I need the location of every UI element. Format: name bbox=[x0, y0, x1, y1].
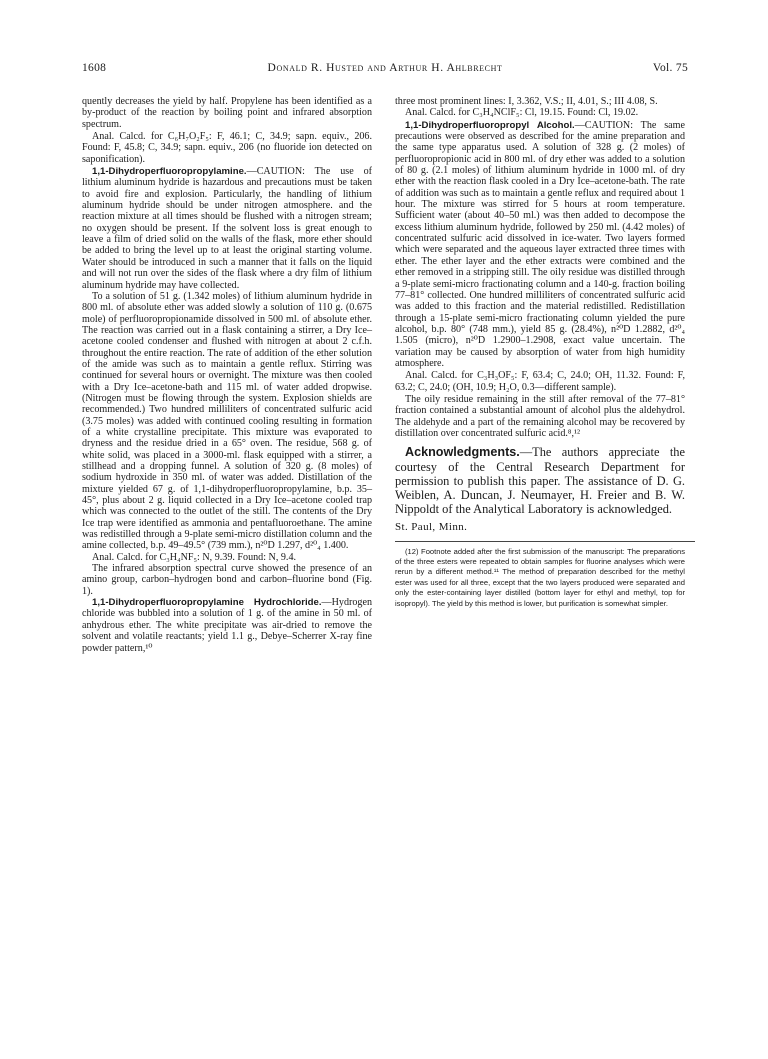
section-heading-amine: 1,1-Dihydroperfluoropropylamine. bbox=[92, 166, 247, 178]
footnote-block bbox=[395, 547, 685, 609]
left-column bbox=[82, 96, 372, 654]
analysis-hydrochloride: Anal. Calcd. for C₃H₄NClF₅: Cl, 19.15. Found: Cl, 19.02. bbox=[405, 107, 639, 119]
analysis-alcohol: Anal. Calcd. for C₃H₃OF₅: F, 63.4; C, 24.0; OH, 11.32. Found: F, 63.2; C, 24.0; (OH, 10.9; H₂O, 0.3—different sample). bbox=[395, 370, 685, 393]
analysis-amine: Anal. Calcd. for C₃H₄NF₅: N, 9.39. Found: N, 9.4. bbox=[92, 551, 297, 563]
acknowledgments-heading: Acknowledgments. bbox=[405, 445, 520, 460]
section-body-amine-caution: —CAUTION: The use of lithium aluminum hydride is hazardous and precautions must be taken to avoid fire and explosion. Particularly, the handling of lithium aluminum hydride should be under nitrogen atmosphere. and the reaction mixture at all times should be flushed with a nitrogen stream; no oxygen should be present. If the solvent loss is great enough to leave a film of dried solid on the walls of the flask, more ether should be added to bring the level up to at least the original starting volume. Water should be introduced in such a manner that it falls on the liquid and will not run over the sides of the flask where a dry film of lithium aluminum hydride may have collected. bbox=[82, 166, 372, 291]
section-body-hydrochloride: —Hydrogen chloride was bubbled into a solution of 1 g. of the amine in 50 ml. of anhydrous ether. The white precipitate was air-dried to remove the solvent and volatile reactants; yield 1.1 g., Debye–Scherrer X-ray fine powder pattern,¹⁰ bbox=[82, 597, 372, 654]
paragraph-yield-note: quently decreases the yield by half. Propylene has been identified as a by-product of the reaction by boiling point and infrared absorption spectrum. bbox=[82, 96, 372, 130]
acknowledgments bbox=[395, 445, 685, 516]
running-title: Donald R. Husted and Arthur H. Ahlbrecht bbox=[267, 62, 503, 74]
place-line: St. Paul, Minn. bbox=[395, 521, 468, 534]
section-hydrochloride bbox=[82, 597, 372, 654]
paragraph-amine-procedure: To a solution of 51 g. (1.342 moles) of lithium aluminum hydride in 800 ml. of absolute ether was added slowly a solution of 110 g. (0.675 mole) of perfluoropropionamide dissolved in 500 ml. of absolute ether. The reaction was carried out in a flask containing a stirrer, a Dry Ice–acetone cooled condenser and flushed with nitrogen at about 2 c.f.h. throughout the entire reaction. The rate of addition of the ether solution of the amide was such as to maintain a gentle reflux. Stirring was continued for several hours or overnight. The mixture was then cooled with a Dry Ice–acetone-bath and 115 ml. of water added dropwise. (Nitrogen must be flowing through the system. Explosion shields are recommended.) Two hundred milliliters of concentrated sulfuric acid (3.75 moles) was added with continued cooling resulting in formation of a white crystalline precipitate. This mixture was evaporated to dryness and the residue dried in a 65° oven. The residue, 568 g. of white solid, was placed in a 3000-ml. flask equipped with a stirrer, a stillhead and a dropping funnel. A solution of 320 g. (8 moles) of sodium hydroxide in 350 ml. of water was added. Distillation of the mixture yielded 67 g. of 1,1-dihydroperfluoropropylamine, b.p. 35–45°, plus about 2 g. liquid collected in a Dry Ice–acetone cooled trap which was connected to the outlet of the still. The contents of the Dry Ice trap were identified as ammonia and pentafluoroethane. The amine was redistilled through a 9-plate semi-micro distillation column and the amine collected, b.p. 49–49.5° (739 mm.), n²⁰D 1.297, d²⁰₄ 1.400. bbox=[82, 290, 372, 552]
section-heading-alcohol: 1,1-Dihydroperfluoropropyl Alcohol. bbox=[405, 119, 575, 131]
volume-label: Vol. 75 bbox=[652, 62, 688, 74]
running-header bbox=[82, 62, 688, 78]
footnote-divider bbox=[395, 541, 695, 542]
section-heading-hydrochloride: 1,1-Dihydroperfluoropropylamine Hydrochloride. bbox=[92, 597, 322, 609]
section-body-alcohol: —CAUTION: The same precautions were observed as described for the amine preparation and the same type apparatus used. A solution of 328 g. (2 moles) of perfluoropropionic acid in 800 ml. of dry ether was added to a solution of 80 g. (2.1 moles) of lithium aluminum hydride in 1000 ml. of dry ether with the reaction flask cooled in a Dry Ice–acetone-bath. The rate of addition was such as to maintain a gentle reflux and required about 1 hour. The mixture was stirred for 5 hours at room temperature. Sufficient water (about 40–50 ml.) was then added to decompose the excess lithium aluminum hydride, followed by 250 ml. (4.42 moles) of concentrated sulfuric acid dissolved in ice-water. Two layers formed which were separated and the aqueous layer extracted three times with ether. The ether layer and the ether extracts were combined and the ether removed in a stripping still. The oily residue was distilled through a 9-plate semi-micro fractionating column and a 140-g. fraction boiling 77–81° collected. One hundred milliliters of concentrated sulfuric acid was added to this fraction and the material redistilled. Redistillation through a 15-plate semi-micro fractionating column yielded the pure alcohol, b.p. 80° (748 mm.), yield 85 g. (28.4%), n²⁰D 1.2882, d²⁰₄ 1.505 (micro), n²⁰D 1.2900–1.2908, exact value uncertain. The variation may be caused by absorption of water from high humidity atmosphere. bbox=[395, 119, 685, 369]
analysis-ester: Anal. Calcd. for C₆H₇O₂F₅: F, 46.1; C, 34.9; sapn. equiv., 206. Found: F, 45.8; C, 34.9; sapn. equiv., 206 (no fluoride ion detected on saponification). bbox=[82, 131, 372, 165]
paragraph-oily-residue: The oily residue remaining in the still after removal of the 77–81° fraction contained a substantial amount of alcohol plus the aldehydrol. The aldehyde and a part of the remaining alcohol may be recovered by distillation over concentrated sulfuric acid.⁸,¹² bbox=[395, 393, 685, 439]
acknowledgments-body: —The authors appreciate the courtesy of the Central Research Department for permission to publish this paper. The assistance of D. G. Weiblen, A. Duncan, J. Neumayer, H. Freier and B. W. Nippoldt of the Analytical Laboratory is acknowledged. bbox=[395, 445, 685, 517]
section-alcohol bbox=[395, 120, 685, 370]
right-column bbox=[395, 96, 685, 609]
paragraph-infrared: The infrared absorption spectral curve showed the presence of an amino group, carbon–hydrogen bond and carbon–fluorine bond (Fig. 1). bbox=[82, 563, 372, 597]
section-amine-caution bbox=[82, 166, 372, 291]
paragraph-xray-lines: three most prominent lines: I, 3.362, V.S.; II, 4.01, S.; III 4.08, S. bbox=[395, 96, 658, 107]
footnote-12: (12) Footnote added after the first submission of the manuscript: The preparations of the three esters were repeated to obtain samples for fluorine analyses which were rerun by a different method.¹¹ The method of preparation described for the methyl ester was used for all three, except that the two layers produced were separated and only the ester-containing layer distilled (bottom layer for ethyl and methyl, top for isopropyl). The yield by this method is lower, but purification is somewhat simpler. bbox=[395, 546, 685, 608]
page-number: 1608 bbox=[82, 62, 107, 74]
